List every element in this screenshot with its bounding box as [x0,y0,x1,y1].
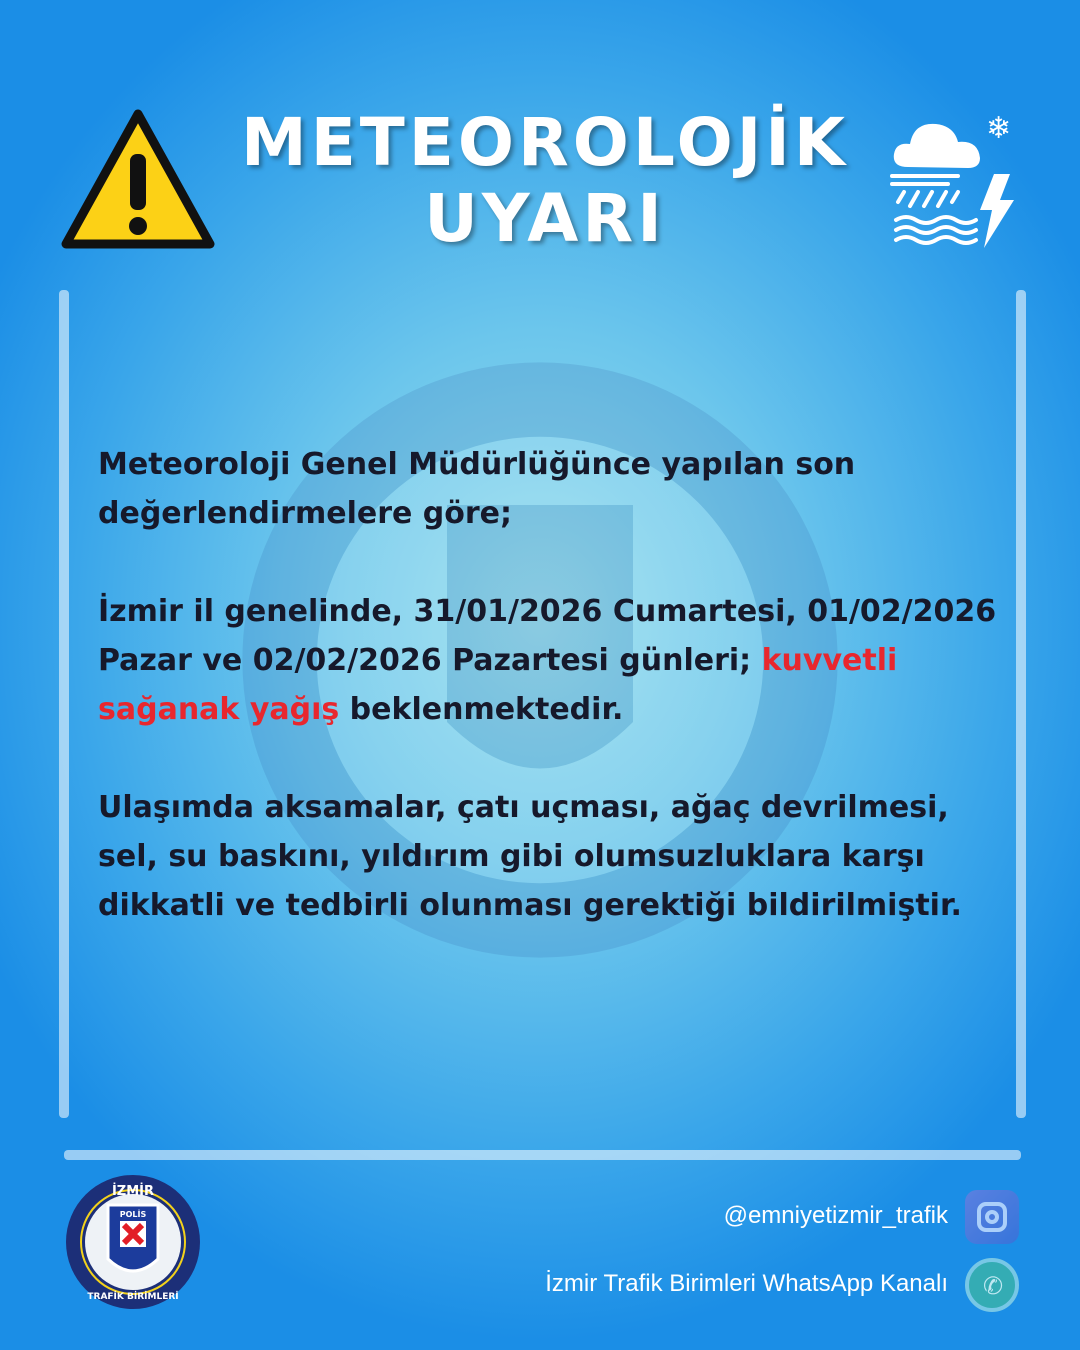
svg-text:İZMİR: İZMİR [111,1184,155,1199]
whatsapp-icon[interactable]: ✆ [965,1258,1019,1312]
svg-text:❄: ❄ [986,112,1012,146]
svg-text:POLİS: POLİS [119,1210,147,1219]
bottom-divider [64,1150,1021,1160]
warning-message [98,440,998,979]
warning-triangle-icon [60,108,216,252]
whatsapp-channel-link[interactable]: İzmir Trafik Birimleri WhatsApp Kanalı [545,1270,948,1297]
intro-paragraph: Meteoroloji Genel Müdürlüğünce yapılan son değerlendirmelere göre; [98,447,856,531]
izmir-trafik-logo [64,1173,202,1311]
right-divider [1016,290,1026,1118]
advice-paragraph: Ulaşımda aksamalar, çatı uçması, ağaç devrilmesi, sel, su baskını, yıldırım gibi olumsuzluklara karşı dikkatli ve tedbirli olunması gerektiği bildirilmiştir. [98,790,962,923]
title-line-2: UYARI [424,180,666,257]
forecast-text: İzmir il genelinde, 31/01/2026 Cumartesi, 01/02/2026 Pazar ve 02/02/2026 Pazartesi günleri; [98,594,997,678]
forecast-paragraph [98,587,998,734]
storm-weather-icon [888,112,1020,252]
instagram-icon[interactable] [965,1190,1019,1244]
instagram-handle[interactable]: @emniyetizmir_trafik [723,1202,948,1229]
svg-text:TRAFİK BİRİMLERİ: TRAFİK BİRİMLERİ [87,1292,179,1302]
title-line-1: METEOROLOJİK [241,104,849,181]
highlight-text: kuvvetli sağanak yağış [98,643,898,727]
forecast-text-end: beklenmektedir. [339,692,624,727]
left-divider [59,290,69,1118]
